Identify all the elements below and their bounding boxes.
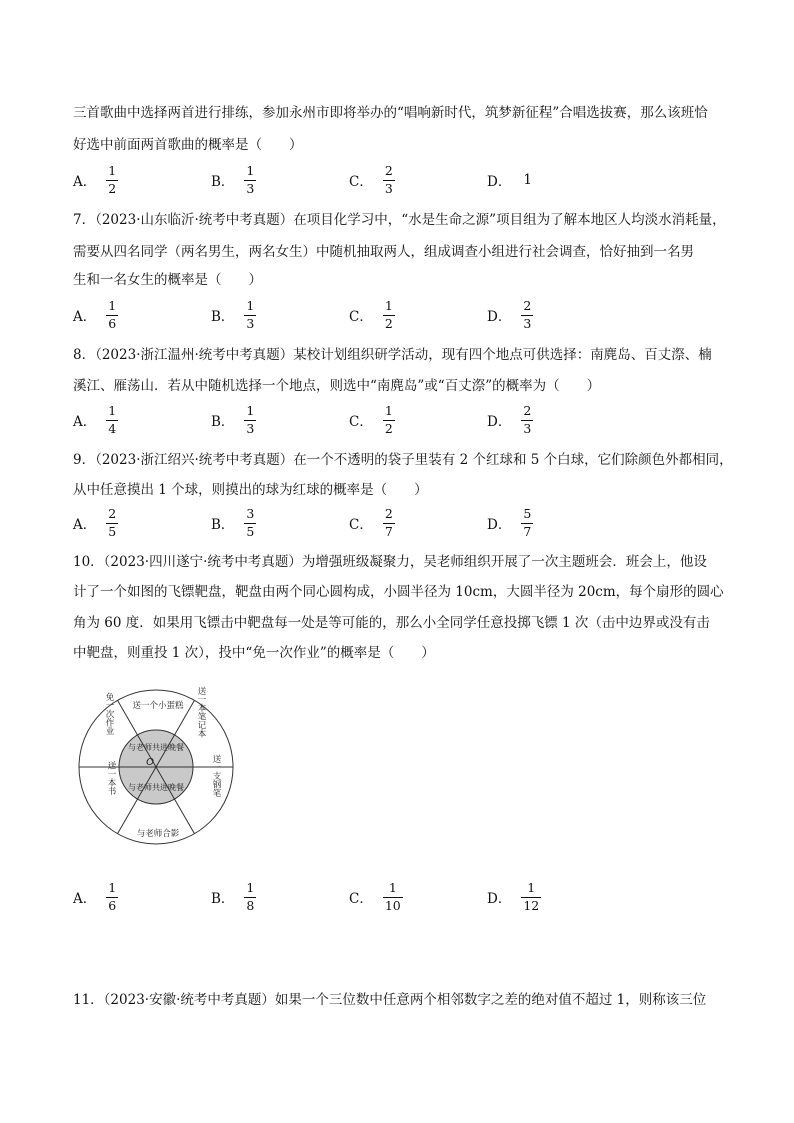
q7-text-line-3: 生和一名女生的概率是（ ） <box>73 272 262 288</box>
q9-text-line-1: 9．（2023·浙江绍兴·统考中考真题）在一个不透明的袋子里装有 2 个红球和 5 个白球，它们除颜色外都相同， <box>73 452 733 468</box>
q7-option-d[interactable]: D． $\frac{2}{3}$ <box>487 298 532 331</box>
sector-label-photo: 与老师合影 <box>136 829 180 839</box>
q10-option-c[interactable]: C． $\frac{1}{10}$ <box>349 880 401 913</box>
q6-option-d[interactable]: D． 1 <box>487 172 532 190</box>
q6-option-a[interactable]: A． $\frac{1}{2}$ <box>73 163 117 196</box>
q6-option-c[interactable]: C． $\frac{2}{3}$ <box>349 163 393 196</box>
q7-text-line-1: 7．（2023·山东临沂·统考中考真题）在项目化学习中，“水是生命之源”项目组为了解本地区人均淡水消耗量， <box>73 212 726 228</box>
q7-option-c[interactable]: C． $\frac{1}{2}$ <box>349 298 393 331</box>
inner-label-bottom: 与老师共进晚餐 <box>128 783 184 792</box>
q10-option-a[interactable]: A． $\frac{1}{6}$ <box>73 880 117 913</box>
q8-text-line-1: 8．（2023·浙江温州·统考中考真题）某校计划组织研学活动，现有四个地点可供选择：南麂岛、百丈漈、楠 <box>73 347 712 363</box>
q7-text-line-2: 需要从四名同学（两名男生，两名女生）中随机抽取两人，组成调查小组进行社会调查，恰好抽到一名男 <box>73 244 694 260</box>
q10-text-line-4: 中靶盘，则重投 1 次），投中“免一次作业”的概率是（ ） <box>73 645 435 661</box>
q8-text-line-2: 溪江、雁荡山．若从中随机选择一个地点，则选中“南麂岛”或“百丈漈”的概率为（ ） <box>73 378 601 394</box>
q10-option-d[interactable]: D． $\frac{1}{12}$ <box>487 880 540 913</box>
q9-option-c[interactable]: C． $\frac{2}{7}$ <box>349 506 393 539</box>
q10-option-b[interactable]: B． $\frac{1}{8}$ <box>211 880 255 913</box>
q10-options <box>73 877 633 917</box>
center-point-label: O <box>146 757 154 768</box>
q7-option-b[interactable]: B． $\frac{1}{3}$ <box>211 298 255 331</box>
q8-options <box>73 400 633 440</box>
dartboard-figure <box>78 682 238 854</box>
q9-options <box>73 503 633 543</box>
q7-option-a[interactable]: A． $\frac{1}{6}$ <box>73 298 117 331</box>
q10-text-line-3: 角为 60 度．如果用飞镖击中靶盘每一处是等可能的，那么小全同学任意投掷飞镖 1 次（击中边界或没有击 <box>73 615 710 631</box>
q8-option-c[interactable]: C． $\frac{1}{2}$ <box>349 403 393 436</box>
q9-option-d[interactable]: D． $\frac{5}{7}$ <box>487 506 532 539</box>
inner-label-top: 与老师共进晚餐 <box>128 743 184 752</box>
q9-option-b[interactable]: B． $\frac{3}{5}$ <box>211 506 255 539</box>
sector-label-pen: 送一支钢笔 <box>211 754 221 798</box>
q9-text-line-2: 从中任意摸出 1 个球，则摸出的球为红球的概率是（ ） <box>73 482 428 498</box>
q8-option-b[interactable]: B． $\frac{1}{3}$ <box>211 403 255 436</box>
sector-label-notebook: 送一本笔记本 <box>196 686 206 738</box>
q6-text-line-1: 三首歌曲中选择两首进行排练，参加永州市即将举办的“唱响新时代，筑梦新征程”合唱选拔赛，那么该班恰 <box>73 105 708 121</box>
sector-label-cake: 送一个小蛋糕 <box>132 701 184 711</box>
q6-option-b[interactable]: B． $\frac{1}{3}$ <box>211 163 255 196</box>
sector-label-book: 送一本书 <box>106 761 116 795</box>
q10-text-line-1: 10．（2023·四川遂宁·统考中考真题）为增强班级凝聚力，吴老师组织开展了一次主题班会．班会上，他设 <box>73 554 707 570</box>
q6-text-line-2: 好选中前面两首歌曲的概率是（ ） <box>73 137 303 153</box>
q10-text-line-2: 计了一个如图的飞镖靶盘，靶盘由两个同心圆构成，小圆半径为 10cm，大圆半径为 20cm，每个扇形的圆心 <box>73 584 724 600</box>
q7-options <box>73 295 633 335</box>
q6-options <box>73 160 633 200</box>
q8-option-d[interactable]: D． $\frac{2}{3}$ <box>487 403 532 436</box>
q11-text-line-1: 11．（2023·安徽·统考中考真题）如果一个三位数中任意两个相邻数字之差的绝对值不超过 1，则称该三位 <box>73 992 707 1008</box>
sector-label-homework: 免一次作业 <box>104 692 114 736</box>
q9-option-a[interactable]: A． $\frac{2}{5}$ <box>73 506 117 539</box>
q8-option-a[interactable]: A． $\frac{1}{4}$ <box>73 403 117 436</box>
